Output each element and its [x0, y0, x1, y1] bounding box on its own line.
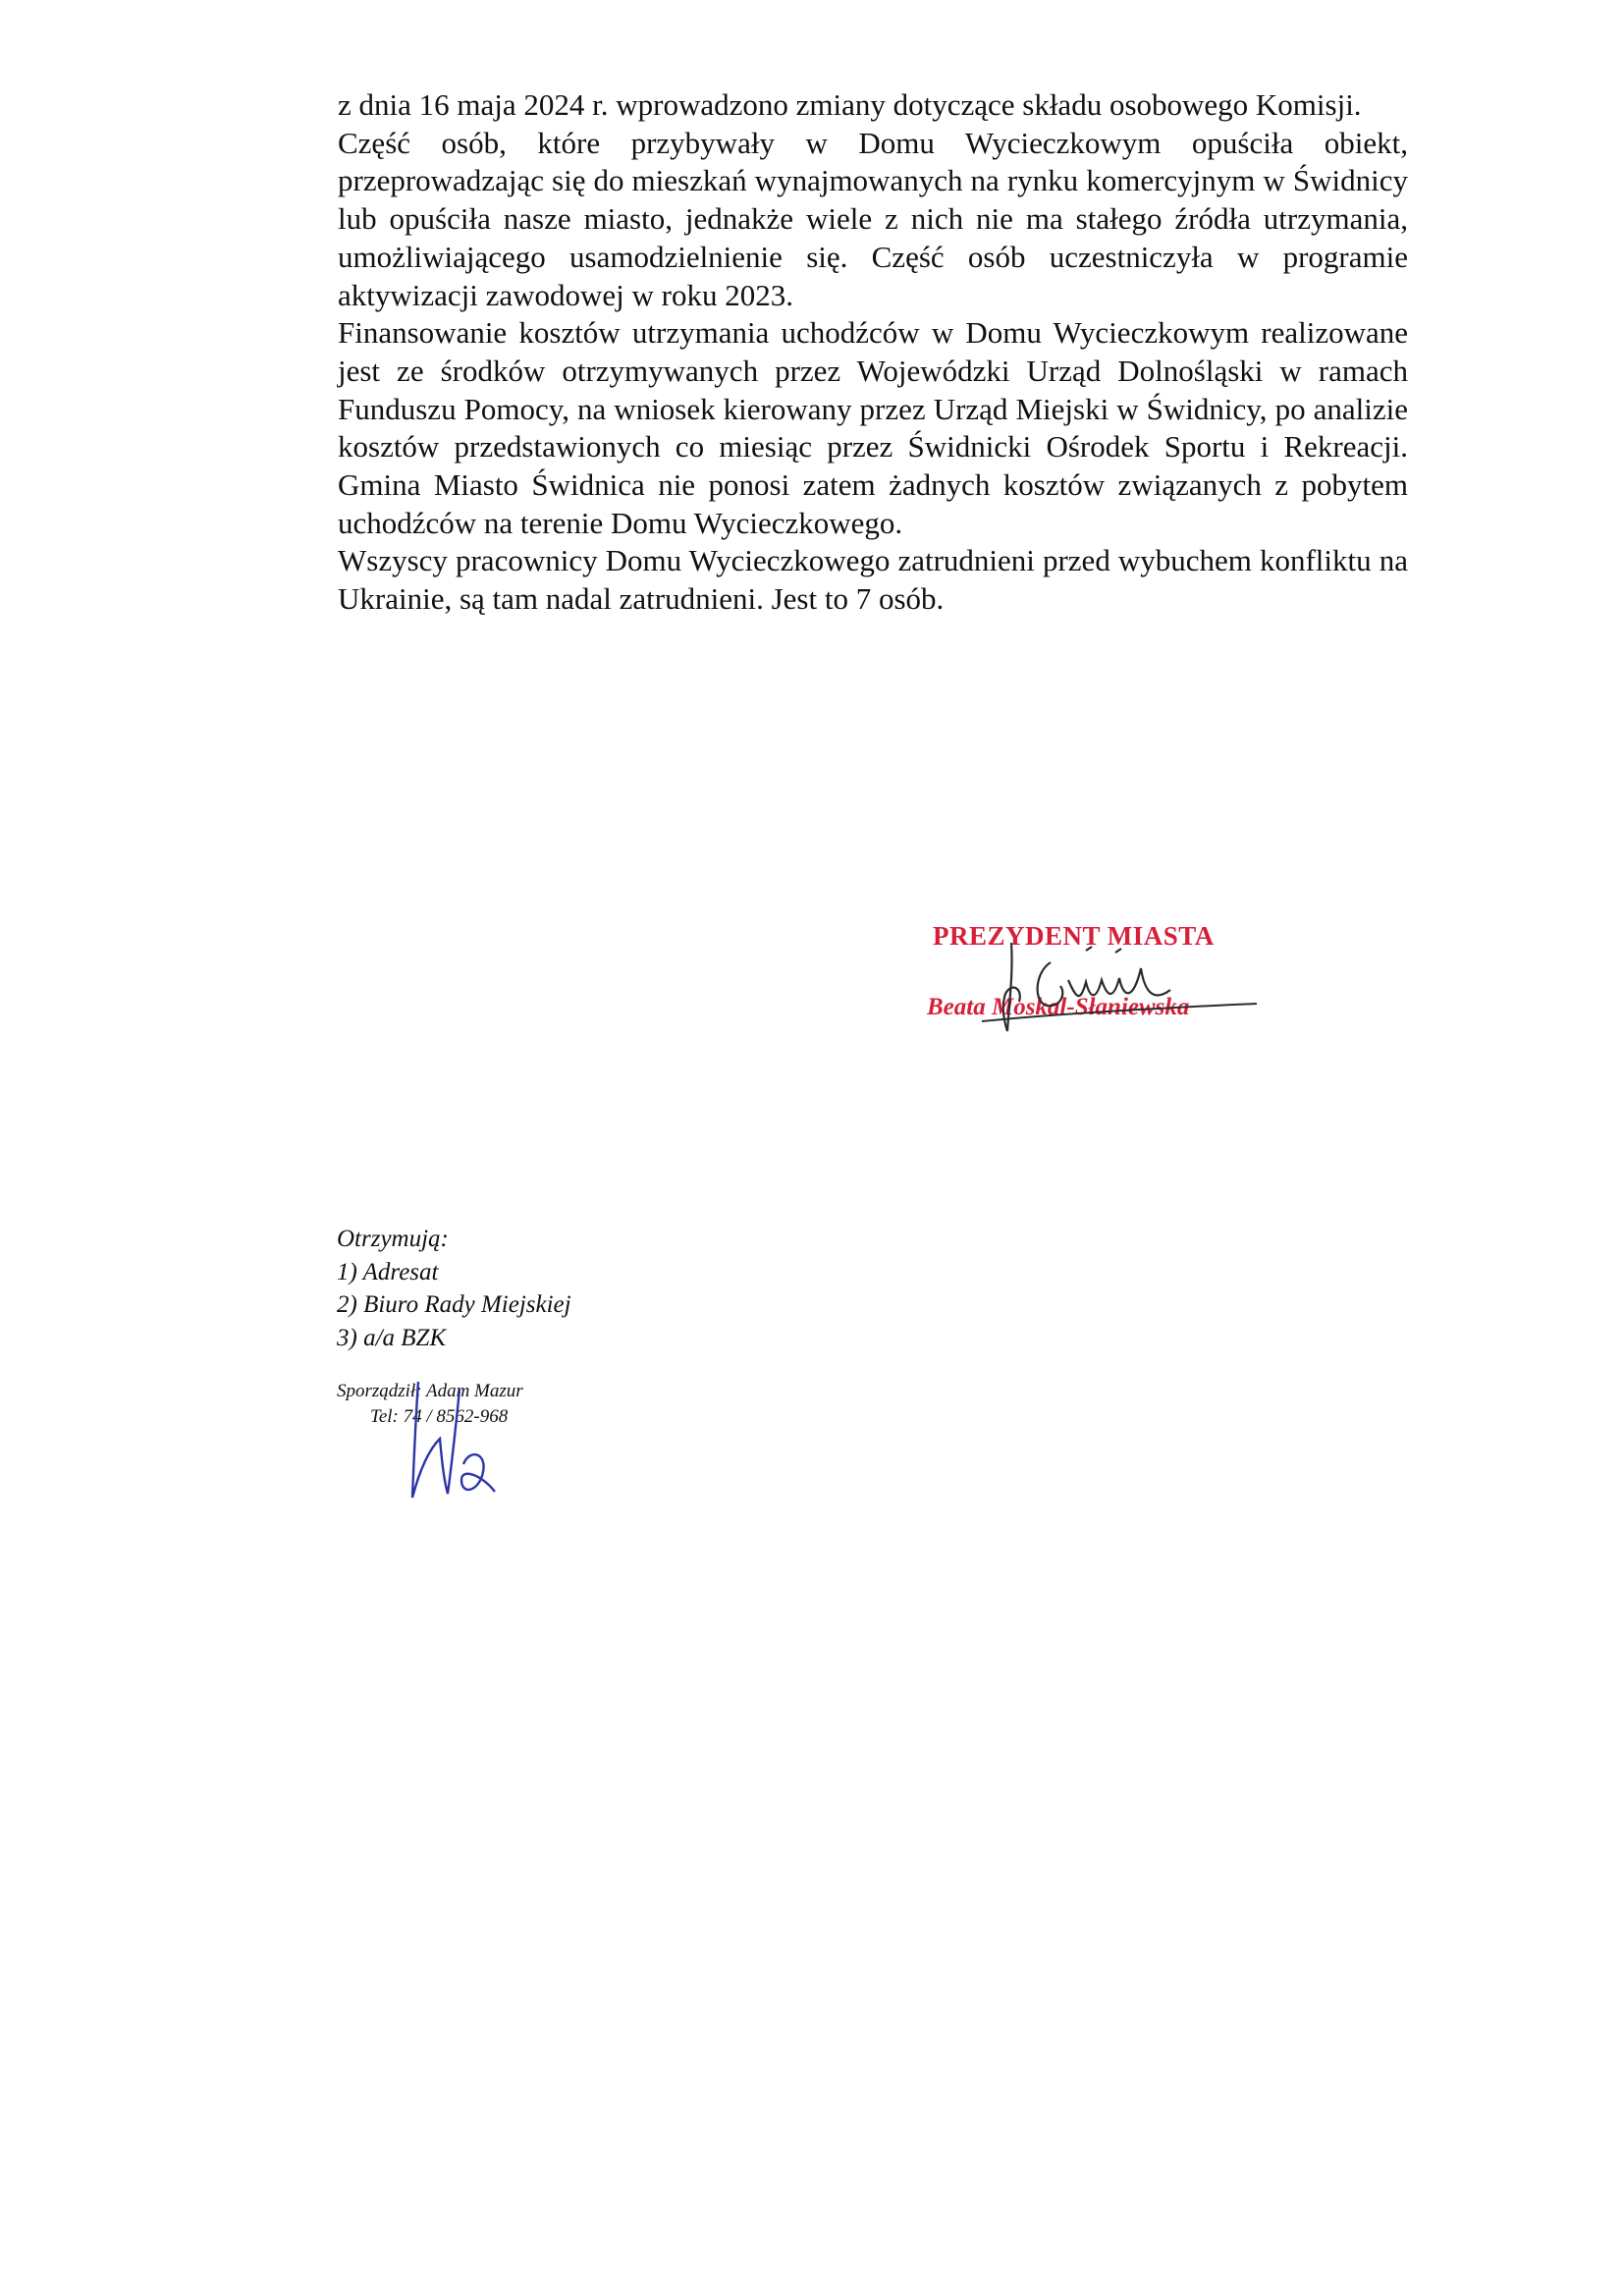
recipients-list — [337, 1223, 571, 1354]
preparer-initials-icon — [401, 1370, 509, 1507]
paragraph-financing: Finansowanie kosztów utrzymania uchodźców w Domu Wycieczkowym realizowane jest ze środków otrzymywanych przez Wojewódzki Urząd Dolnośląski w ramach Funduszu Pomocy, na wniosek kierowany przez Urząd Miejski w Świdnicy, po analizie kosztów przedstawionych co miesiąc przez Świdnicki Ośrodek Sportu i Rekreacji. Gmina Miasto Świdnica nie ponosi zatem żadnych kosztów związanych z pobytem uchodźców na terenie Domu Wycieczkowego. — [338, 315, 1408, 540]
recipients-heading: Otrzymują: — [337, 1226, 449, 1252]
prepared-by-phone: Tel: 74 / 8562-968 — [370, 1406, 509, 1427]
prepared-by-line: Sporządził: Adam Mazur — [337, 1381, 523, 1401]
paragraph-commission-change: z dnia 16 maja 2024 r. wprowadzono zmiany dotyczące składu osobowego Komisji. — [338, 87, 1362, 122]
paragraph-employees: Wszyscy pracownicy Domu Wycieczkowego zatrudnieni przed wybuchem konfliktu na Ukrainie, są tam nadal zatrudnieni. Jest to 7 osób. — [338, 543, 1408, 617]
stamp-name: Beata Moskal-Słaniewska — [927, 994, 1190, 1020]
recipient-item: 1) Adresat — [337, 1258, 439, 1285]
letter-body — [338, 86, 1408, 619]
mayor-stamp — [913, 903, 1276, 1051]
recipient-item: 2) Biuro Rady Miejskiej — [337, 1291, 571, 1318]
stamp-title: PREZYDENT MIASTA — [933, 921, 1215, 951]
recipient-item: 3) a/a BZK — [337, 1324, 447, 1351]
paragraph-residents-left: Część osób, które przybywały w Domu Wycieczkowym opuściła obiekt, przeprowadzając się do mieszkań wynajmowanych na rynku komercyjnym w Świdnicy lub opuściła nasze miasto, jednakże wiele z nich nie ma stałego źródła utrzymania, umożliwiającego usamodzielnienie się. Część osób uczestniczyła w programie aktywizacji zawodowej w roku 2023. — [338, 125, 1408, 312]
mayor-signature-icon — [913, 903, 1276, 1051]
